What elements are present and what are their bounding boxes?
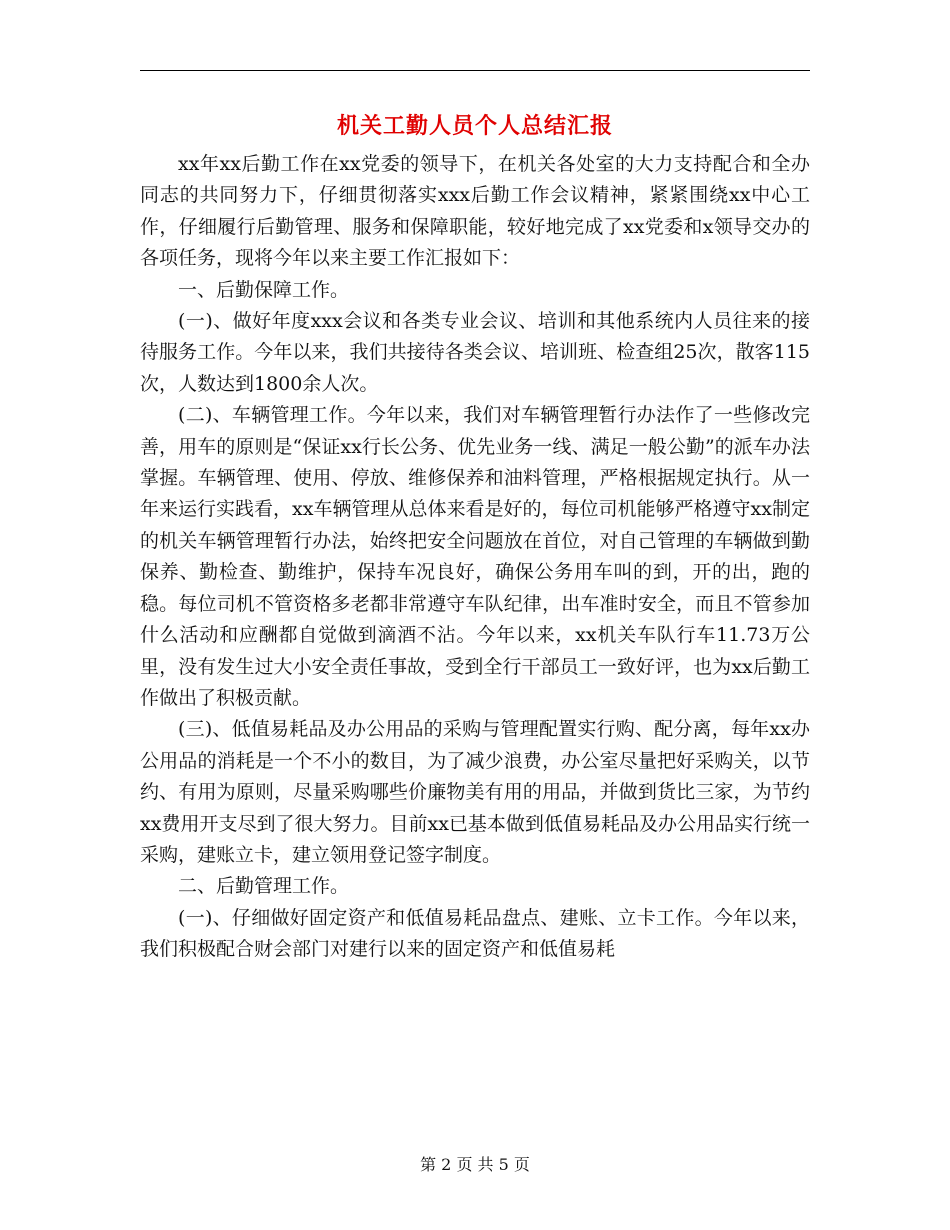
document-body [140, 149, 810, 966]
paragraph-office-supplies: (三)、低值易耗品及办公用品的采购与管理配置实行购、配分离，每年xx办公用品的消耗是一个不小的数目，为了减少浪费，办公室尽量把好采购关，以节约、有用为原则，尽量采购哪些价廉物美有用的用品，并做到货比三家，为节约xx费用开支尽到了很大努力。目前xx已基本做到低值易耗品及办公用品实行统一采购，建账立卡，建立领用登记签字制度。 [140, 718, 810, 866]
section-heading-logistics-support: 一、后勤保障工作。 [178, 278, 350, 301]
paragraph-reception-service: (一)、做好年度xxx会议和各类专业会议、培训和其他系统内人员往来的接待服务工作。今年以来，我们共接待各类会议、培训班、检查组25次，散客115次，人数达到1800余人次。 [140, 310, 810, 395]
paragraph-intro: xx年xx后勤工作在xx党委的领导下，在机关各处室的大力支持配合和全办同志的共同努力下，仔细贯彻落实xxx后勤工作会议精神，紧紧围绕xx中心工作，仔细履行后勤管理、服务和保障职能，较好地完成了xx党委和x领导交办的各项任务，现将今年以来主要工作汇报如下： [140, 153, 810, 270]
document-title: 机关工勤人员个人总结汇报 [336, 113, 613, 139]
section-heading-logistics-management: 二、后勤管理工作。 [178, 875, 350, 898]
paragraph-vehicle-management: (二)、车辆管理工作。今年以来，我们对车辆管理暂行办法作了一些修改完善，用车的原则是“保证xx行长公务、优先业务一线、满足一般公勤”的派车办法掌握。车辆管理、使用、停放、维修保养和油料管理，严格根据规定执行。从一年来运行实践看，xx车辆管理从总体来看是好的，每位司机能够严格遵守xx制定的机关车辆管理暂行办法，始终把安全问题放在首位，对自己管理的车辆做到勤保养、勤检查、勤维护，保持车况良好，确保公务用车叫的到，开的出，跑的稳。每位司机不管资格多老都非常遵守车队纪律，出车准时安全，而且不管参加什么活动和应酬都自觉做到滴酒不沾。今年以来，xx机关车队行车11.73万公里，没有发生过大小安全责任事故，受到全行干部员工一致好评，也为xx后勤工作做出了积极贡献。 [140, 404, 810, 709]
paragraph-fixed-assets: (一)、仔细做好固定资产和低值易耗品盘点、建账、立卡工作。今年以来，我们积极配合财会部门对建行以来的固定资产和低值易耗 [140, 906, 810, 961]
page-number-footer: 第 2 页 共 5 页 [420, 1155, 530, 1174]
header-rule [140, 70, 810, 71]
